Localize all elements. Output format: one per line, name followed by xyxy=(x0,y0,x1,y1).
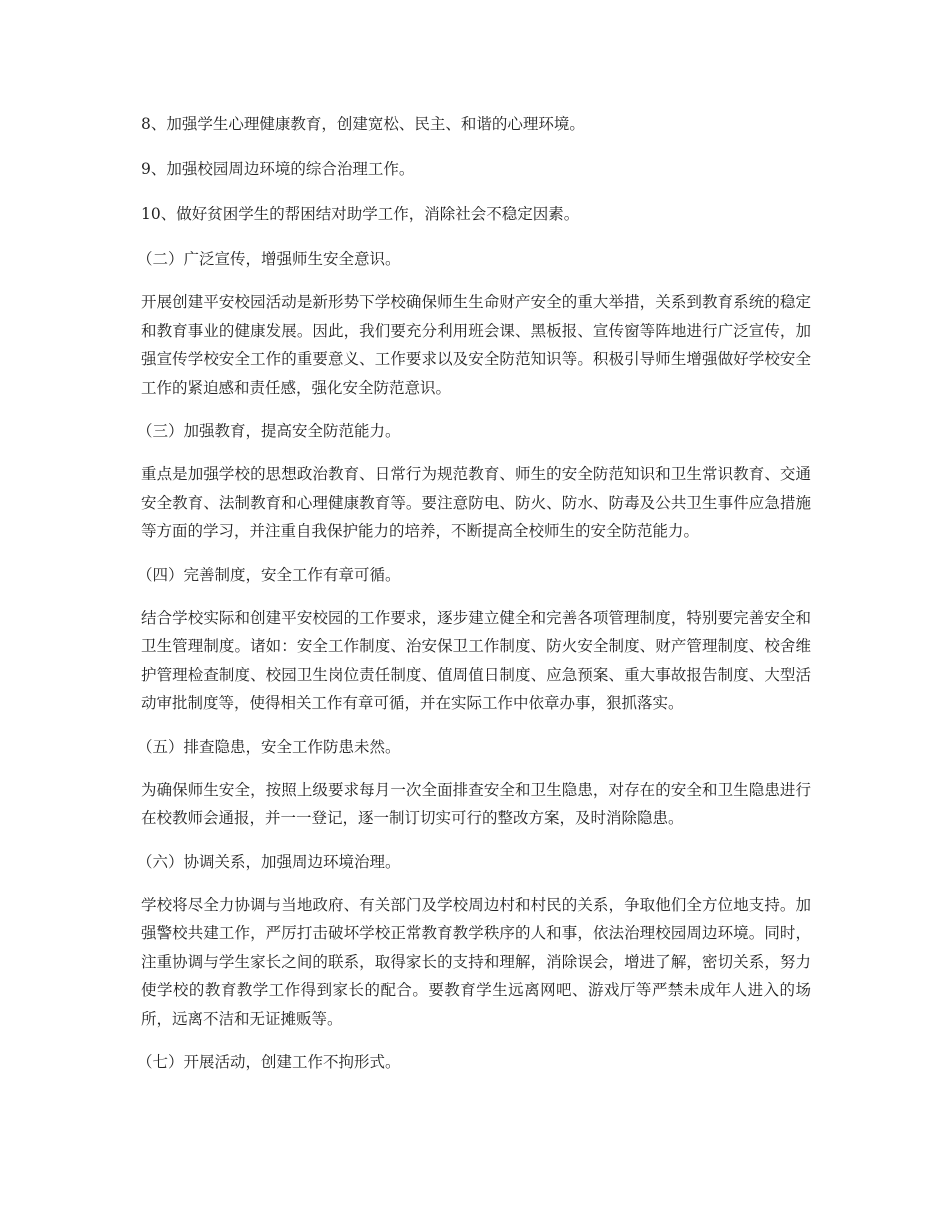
list-item-9: 9、加强校园周边环境的综合治理工作。 xyxy=(141,160,415,178)
section-heading-5: （五）排查隐患，安全工作防患未然。 xyxy=(137,737,401,756)
list-item-10: 10、做好贫困学生的帮困结对助学工作，消除社会不稳定因素。 xyxy=(141,205,580,223)
paragraph-regulations: 结合学校实际和创建平安校园的工作要求，逐步建立健全和完善各项管理制度，特别要完善安全和卫生管理制度。诸如：安全工作制度、治安保卫工作制度、防火安全制度、财产管理制度、校舍维护管理检查制度、校园卫生岗位责任制度、值周值日制度、应急预案、重大事故报告制度、大型活动审批制度等，使得相关工作有章可循，并在实际工作中依章办事，狠抓落实。 xyxy=(141,608,811,712)
list-item-8: 8、加强学生心理健康教育，创建宽松、民主、和谐的心理环境。 xyxy=(141,115,585,133)
section-heading-4: （四）完善制度，安全工作有章可循。 xyxy=(137,565,401,584)
paragraph-publicity: 开展创建平安校园活动是新形势下学校确保师生生命财产安全的重大举措，关系到教育系统的稳定和教育事业的健康发展。因此，我们要充分利用班会课、黑板报、宣传窗等阵地进行广泛宣传，加强宣传学校安全工作的重要意义、工作要求以及安全防范知识等。积极引导师生增强做好学校安全工作的紧迫感和责任感，强化安全防范意识。 xyxy=(141,293,811,397)
section-heading-6: （六）协调关系，加强周边环境治理。 xyxy=(137,852,401,871)
paragraph-hazards: 为确保师生安全，按照上级要求每月一次全面排查安全和卫生隐患，对存在的安全和卫生隐患进行在校教师会通报，并一一登记，逐一制订切实可行的整改方案，及时消除隐患。 xyxy=(141,780,811,827)
document-body xyxy=(137,110,811,1091)
section-heading-7: （七）开展活动，创建工作不拘形式。 xyxy=(137,1053,401,1071)
section-heading-3: （三）加强教育，提高安全防范能力。 xyxy=(137,422,401,440)
paragraph-environment: 学校将尽全力协调与当地政府、有关部门及学校周边村和村民的关系，争取他们全方位地支持。加强警校共建工作，严厉打击破坏学校正常教育教学秩序的人和事，依法治理校园周边环境。同时，注重协调与学生家长之间的联系，取得家长的支持和理解，消除误会，增进了解，密切关系，努力使学校的教育教学工作得到家长的配合。要教育学生远离网吧、游戏厅等严禁未成年人进入的场所，远离不洁和无证摊贩等。 xyxy=(141,895,811,1028)
paragraph-education: 重点是加强学校的思想政治教育、日常行为规范教育、师生的安全防范知识和卫生常识教育、交通安全教育、法制教育和心理健康教育等。要注意防电、防火、防水、防毒及公共卫生事件应急措施等方面的学习，并注重自我保护能力的培养，不断提高全校师生的安全防范能力。 xyxy=(141,465,811,540)
section-heading-2: （二）广泛宣传，增强师生安全意识。 xyxy=(137,250,401,268)
